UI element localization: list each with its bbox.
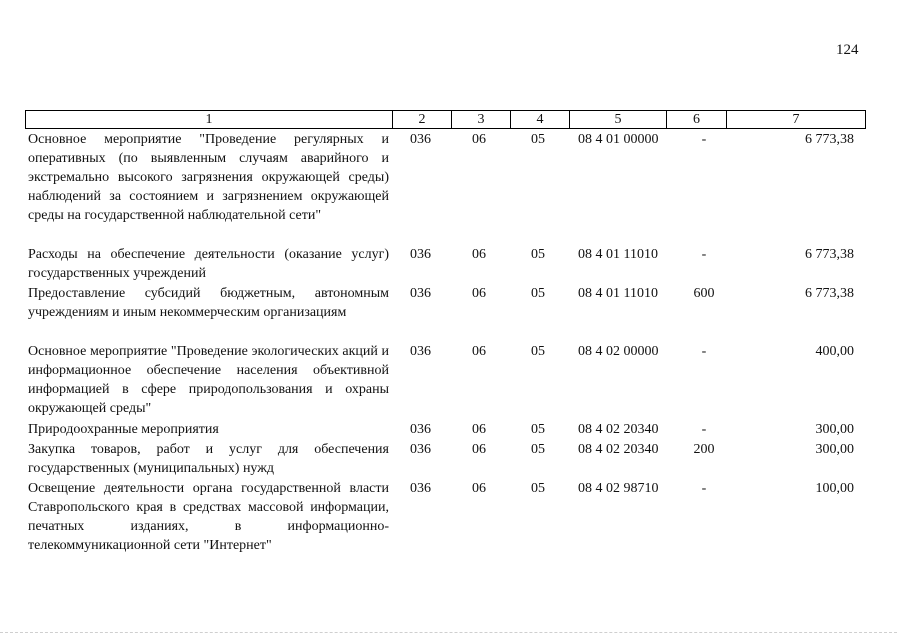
cell-ministry-code: 036 bbox=[410, 442, 431, 457]
cell-ministry-code: 036 bbox=[410, 481, 431, 496]
cell-expense-type: - bbox=[701, 247, 707, 262]
cell-section: 06 bbox=[472, 422, 486, 437]
cell-expense-type: 600 bbox=[693, 286, 715, 301]
cell-section: 06 bbox=[472, 247, 486, 262]
cell-ministry-code: 036 bbox=[410, 344, 431, 359]
cell-target-article: 08 4 01 11010 bbox=[578, 286, 658, 301]
column-header-6: 6 bbox=[667, 111, 727, 129]
cell-target-article: 08 4 01 11010 bbox=[578, 247, 658, 262]
cell-expense-type: - bbox=[701, 422, 707, 437]
cell-section: 06 bbox=[472, 344, 486, 359]
cell-target-article: 08 4 02 98710 bbox=[578, 481, 659, 496]
cell-expense-type: 200 bbox=[693, 442, 715, 457]
cell-subsection: 05 bbox=[531, 286, 545, 301]
column-header-3: 3 bbox=[452, 111, 511, 129]
cell-amount: 6 773,38 bbox=[805, 132, 854, 147]
cell-amount: 100,00 bbox=[815, 481, 854, 496]
cell-subsection: 05 bbox=[531, 247, 545, 262]
column-header-5: 5 bbox=[570, 111, 667, 129]
cell-target-article: 08 4 01 00000 bbox=[578, 132, 659, 147]
row-description: Предоставление субсидий бюджетным, автономным учреждениям и иным некоммерческим организациям bbox=[28, 286, 389, 320]
cell-subsection: 05 bbox=[531, 422, 545, 437]
cell-expense-type: - bbox=[701, 132, 707, 147]
cell-amount: 300,00 bbox=[815, 422, 854, 437]
cell-expense-type: - bbox=[701, 344, 707, 359]
page-number: 124 bbox=[836, 42, 859, 58]
cell-amount: 6 773,38 bbox=[805, 286, 854, 301]
cell-ministry-code: 036 bbox=[410, 247, 431, 262]
row-description: Основное мероприятие "Проведение регулярных и оперативных (по выявленным случаям аварийного и экстремально высокого загрязнения окружающей среды) наблюдений за состоянием и загрязнением окружающей среды на государственной наблюдательной сети" bbox=[28, 132, 389, 223]
column-header-2: 2 bbox=[393, 111, 452, 129]
cell-subsection: 05 bbox=[531, 442, 545, 457]
cell-amount: 300,00 bbox=[815, 442, 854, 457]
cell-subsection: 05 bbox=[531, 132, 545, 147]
cell-section: 06 bbox=[472, 132, 486, 147]
row-description: Закупка товаров, работ и услуг для обеспечения государственных (муниципальных) нужд bbox=[28, 442, 389, 476]
cell-expense-type: - bbox=[701, 481, 707, 496]
row-description: Расходы на обеспечение деятельности (оказание услуг) государственных учреждений bbox=[28, 247, 389, 281]
row-description: Освещение деятельности органа государственной власти Ставропольского края в средствах массовой информации, печатных изданиях, в информационно-телекоммуникационной сети "Интернет" bbox=[28, 481, 389, 553]
row-description: Основное мероприятие "Проведение экологических акций и информационное обеспечение населения объективной информацией в сфере природопользования и охраны окружающей среды" bbox=[28, 344, 389, 416]
cell-subsection: 05 bbox=[531, 344, 545, 359]
column-header-4: 4 bbox=[511, 111, 570, 129]
cell-target-article: 08 4 02 20340 bbox=[578, 442, 659, 457]
cell-section: 06 bbox=[472, 442, 486, 457]
cell-ministry-code: 036 bbox=[410, 132, 431, 147]
column-header-1: 1 bbox=[26, 111, 393, 129]
cell-amount: 6 773,38 bbox=[805, 247, 854, 262]
cell-section: 06 bbox=[472, 286, 486, 301]
cell-amount: 400,00 bbox=[815, 344, 854, 359]
row-description: Природоохранные мероприятия bbox=[28, 422, 219, 437]
cell-subsection: 05 bbox=[531, 481, 545, 496]
cell-target-article: 08 4 02 20340 bbox=[578, 422, 659, 437]
cell-section: 06 bbox=[472, 481, 486, 496]
column-header-7: 7 bbox=[727, 111, 866, 129]
scan-edge-divider bbox=[0, 632, 897, 634]
cell-ministry-code: 036 bbox=[410, 286, 431, 301]
cell-target-article: 08 4 02 00000 bbox=[578, 344, 659, 359]
cell-ministry-code: 036 bbox=[410, 422, 431, 437]
